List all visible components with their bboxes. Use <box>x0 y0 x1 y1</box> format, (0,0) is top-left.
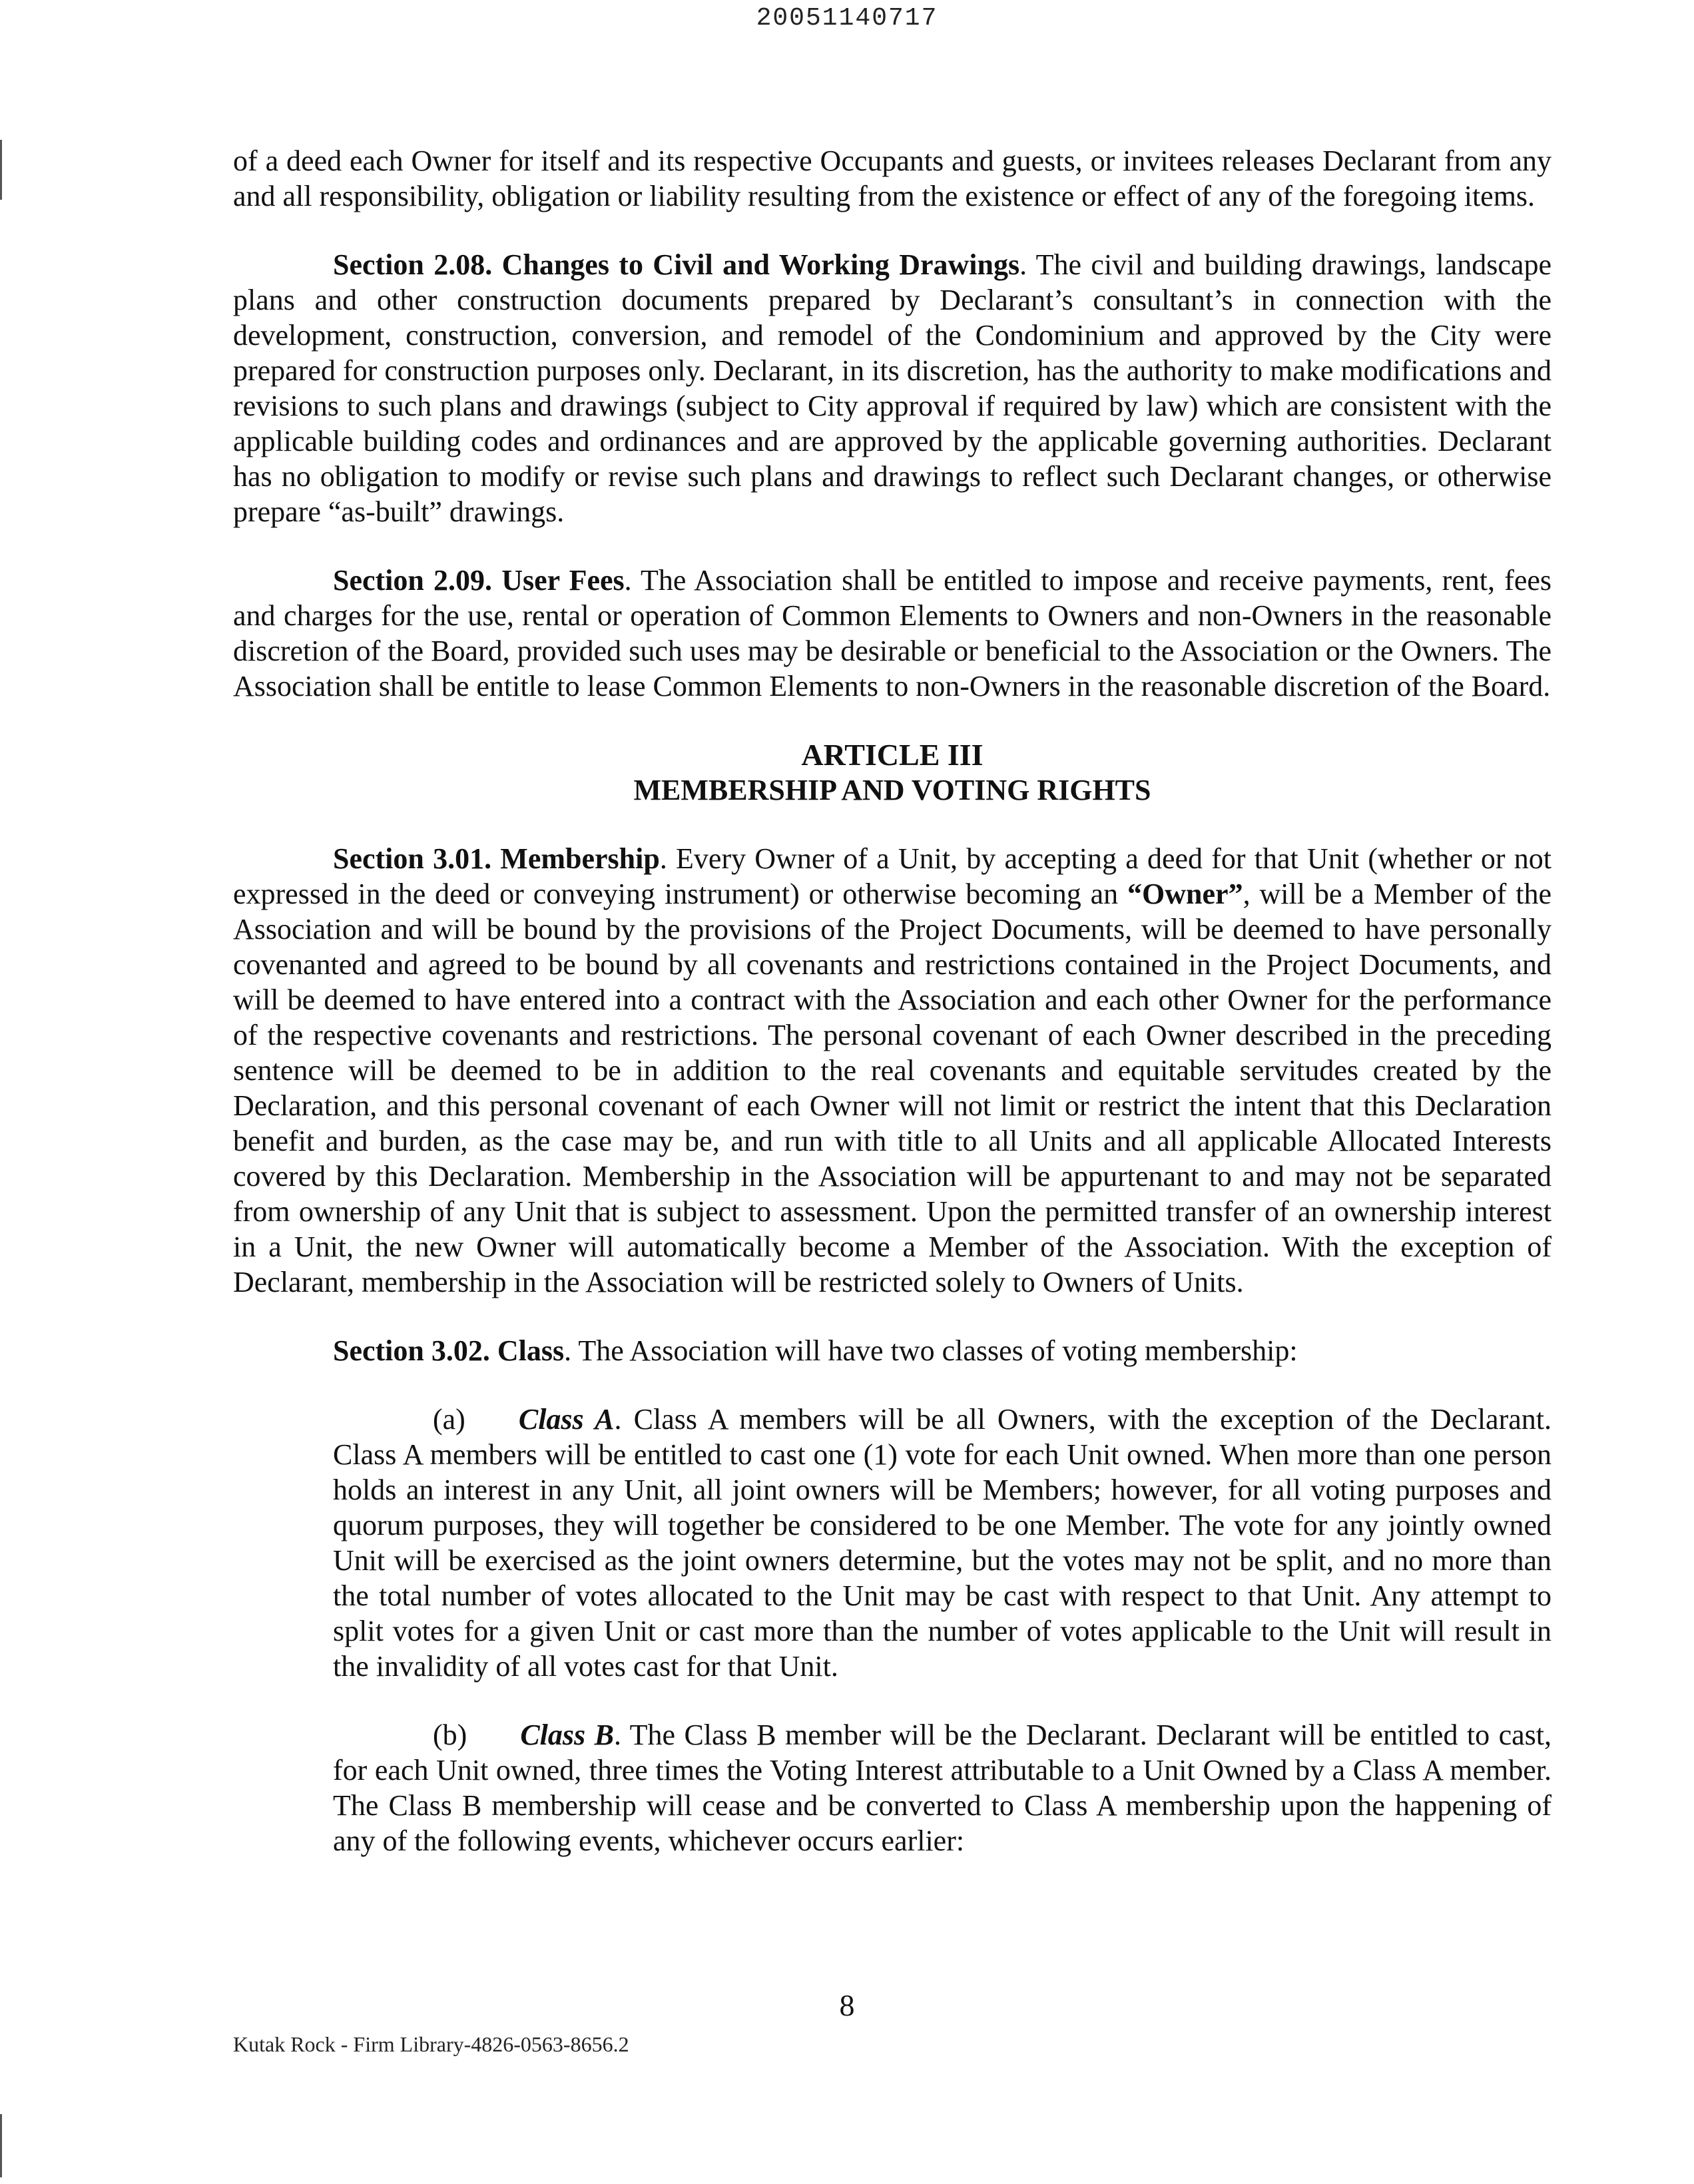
subsection-text: . Class A members will be all Owners, with the exception of the Declarant. Class A members will be entitled to cast one (1) vote for each Unit owned. When more than one person holds an interest in any Unit, all joint owners will be Members; however, for all voting purposes and quorum purposes, they will together be considered to be one Member. The vote for any jointly owned Unit will be exercised as the joint owners determine, but the votes may not be split, and no more than the total number of votes allocated to the Unit may be cast with respect to that Unit. Any attempt to split votes for a given Unit or cast more than the number of votes applicable to the Unit will result in the invalidity of all votes cast for that Unit. <box>333 1403 1552 1683</box>
section-text: . The Association shall be entitled to impose and receive payments, rent, fees and charges for the use, rental or operation of Common Elements to Owners and non-Owners in the reasonable discretion of the Board, provided such uses may be desirable or beneficial to the Association or the Owners. The Association shall be entitle to lease Common Elements to non-Owners in the reasonable discretion of the Board. <box>233 564 1552 702</box>
section-heading: Section 2.09. User Fees <box>333 564 625 597</box>
article-heading <box>233 737 1552 808</box>
section-text: . The Association will have two classes of voting membership: <box>564 1334 1298 1367</box>
section-heading: Section 3.01. Membership <box>333 842 660 875</box>
scan-edge-mark <box>0 2114 2 2177</box>
scan-edge-mark <box>0 140 2 200</box>
defined-term: “Owner” <box>1127 878 1243 910</box>
section-3-02 <box>233 1333 1552 1368</box>
footer-library-id: Kutak Rock - Firm Library-4826-0563-8656.2 <box>233 2032 629 2056</box>
article-title: ARTICLE III <box>801 738 984 772</box>
subsection-marker: (a) <box>433 1403 465 1436</box>
section-heading: Section 2.08. Changes to Civil and Working Drawings <box>333 248 1020 281</box>
subsection-text: . The Class B member will be the Declarant. Declarant will be entitled to cast, for each Unit owned, three times the Voting Interest attributable to a Unit Owned by a Class A member. The Class B membership will cease and be converted to Class A membership upon the happening of any of the following events, whichever occurs earlier: <box>333 1719 1552 1857</box>
section-text: . Every Owner of a Unit, by accepting a deed for that Unit (whether or not expressed in the deed or conveying instrument) or otherwise becoming an <box>233 842 1552 910</box>
section-text: . The civil and building drawings, landscape plans and other construction documents prepared by Declarant’s consultant’s in connection with the development, construction, conversion, and remodel of the Condominium and approved by the City were prepared for construction purposes only. Declarant, in its discretion, has the authority to make modifications and revisions to such plans and drawings (subject to City approval if required by law) which are consistent with the applicable building codes and ordinances and are approved by the applicable governing authorities. Declarant has no obligation to modify or revise such plans and drawings to reflect such Declarant changes, or otherwise prepare “as-built” drawings. <box>233 248 1552 528</box>
section-2-09 <box>233 563 1552 704</box>
subsection-heading: Class A <box>518 1403 615 1436</box>
subsection-class-b <box>333 1717 1552 1858</box>
continued-paragraph: of a deed each Owner for itself and its respective Occupants and guests, or invitees releases Declarant from any and all responsibility, obligation or liability resulting from the existence or effect of any of the foregoing items. <box>233 144 1552 212</box>
section-heading: Section 3.02. Class <box>333 1334 565 1367</box>
subsection-class-a <box>333 1402 1552 1684</box>
subsection-marker: (b) <box>433 1719 467 1751</box>
document-body <box>233 143 1552 1892</box>
page-number: 8 <box>839 1988 855 2022</box>
article-subtitle: MEMBERSHIP AND VOTING RIGHTS <box>633 774 1151 806</box>
section-3-01 <box>233 841 1552 1300</box>
document-number: 20051140717 <box>756 4 938 33</box>
section-text: , will be a Member of the Association and will be bound by the provisions of the Project Documents, will be deemed to have personally covenanted and agreed to be bound by all covenants and restrictions contained in the Project Documents, and will be deemed to have entered into a contract with the Association and each other Owner for the performance of the respective covenants and restrictions. The personal covenant of each Owner described in the preceding sentence will be deemed to be in addition to the real covenants and equitable servitudes created by the Declaration, and this personal covenant of each Owner will not limit or restrict the intent that this Declaration benefit and burden, as the case may be, and run with title to all Units and all applicable Allocated Interests covered by this Declaration. Membership in the Association will be appurtenant to and may not be separated from ownership of any Unit that is subject to assessment. Upon the permitted transfer of an ownership interest in a Unit, the new Owner will automatically become a Member of the Association. With the exception of Declarant, membership in the Association will be restricted solely to Owners of Units. <box>233 878 1552 1298</box>
section-2-08 <box>233 247 1552 529</box>
subsection-heading: Class B <box>520 1719 614 1751</box>
